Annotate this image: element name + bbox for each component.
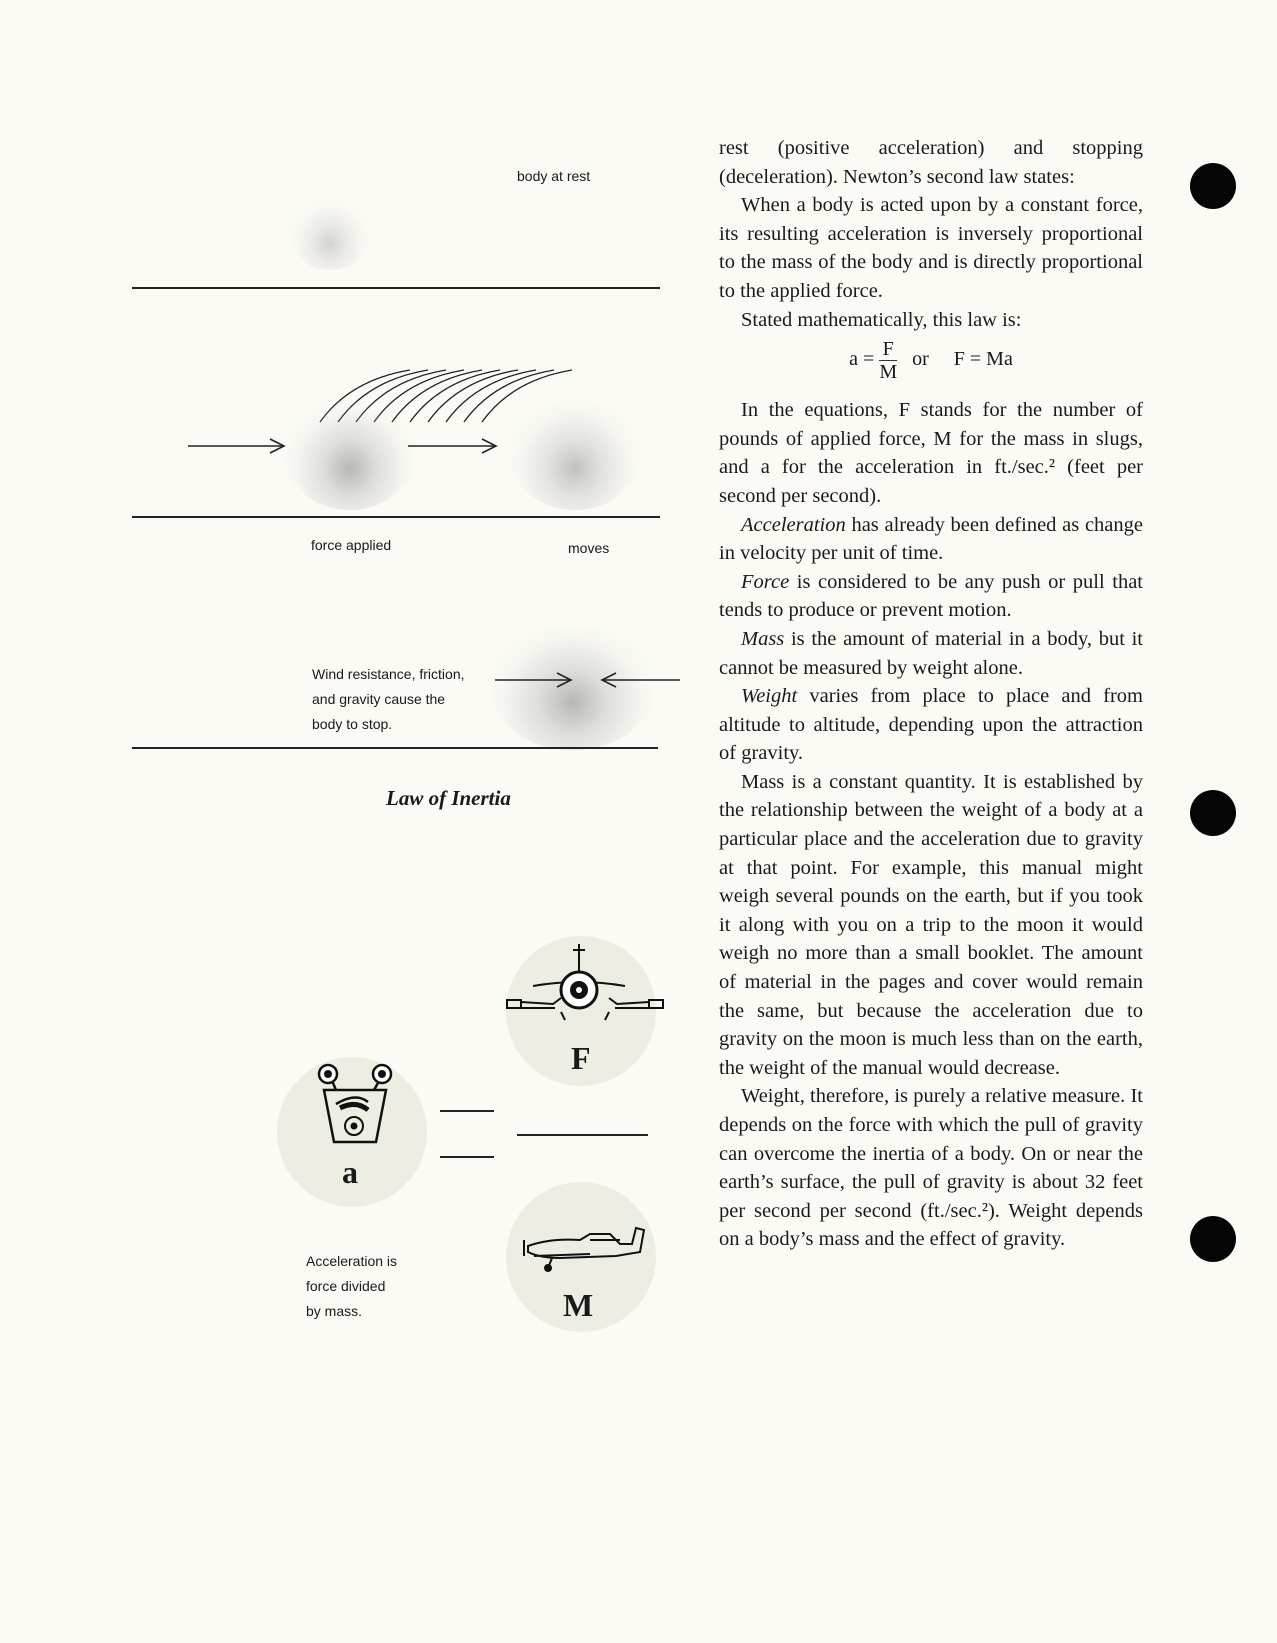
equation-lhs: a = <box>849 348 875 371</box>
term-mass: Mass <box>741 627 785 650</box>
airplane-front-icon <box>505 942 665 1022</box>
paragraph-9: Mass is a constant quantity. It is established by the relationship between the weight of a body at a particular place and the acceleration due to gravity at that point. For example, this manual might weigh several pounds on the earth, but if you took it along with you on a trip to the moon it would weigh no more than a small booklet. The amount of material in the pages and cover would remain the same, but because the acceleration due to gravity on the moon is much less than on the earth, the weight of the manual would decrease. <box>719 770 1143 1079</box>
paragraph-5-text: has already been defined as change in velocity per unit of time. <box>719 513 1143 565</box>
equals-sign-bottom <box>440 1156 494 1158</box>
equation-2: F = Ma <box>953 348 1013 371</box>
term-weight: Weight <box>741 685 798 708</box>
binder-hole-top <box>1190 163 1236 209</box>
letter-a: a <box>342 1154 358 1190</box>
paragraph-7 <box>719 625 1143 682</box>
paragraph-10: Weight, therefore, is purely a relative measure. It depends on the force with which the pull of gravity can overcome the inertia of a body. On or near the earth’s surface, the pull of gravity is about 32 feet per second per second (ft./sec.²). Weight depends on a body’s mass and the effect of gravity. <box>719 1085 1143 1251</box>
label-stop <box>312 662 465 737</box>
label-acceleration-line-1: Acceleration is <box>306 1253 398 1269</box>
paragraph-7-text: is the amount of material in a body, but it cannot be measured by weight alone. <box>719 627 1143 679</box>
label-body-at-rest: body at rest <box>517 168 591 184</box>
equation-or: or <box>912 348 929 371</box>
letter-f: F <box>571 1040 591 1076</box>
label-stop-line-2: and gravity cause the <box>312 691 446 707</box>
moves-arrow-icon <box>408 436 500 456</box>
label-acceleration <box>306 1249 397 1324</box>
term-acceleration: Acceleration <box>741 513 846 536</box>
paragraph-2: When a body is acted upon by a constant force, its resulting acceleration is inversely proportional to the mass of the body and is directly proportional to the applied force. <box>719 194 1143 302</box>
equation-denominator: M <box>879 361 898 384</box>
letter-m: M <box>563 1287 594 1323</box>
equals-sign-top <box>440 1110 494 1112</box>
equation <box>719 338 1143 386</box>
label-acceleration-line-3: by mass. <box>306 1303 363 1319</box>
fraction-bar <box>517 1134 648 1136</box>
equation-fraction <box>879 338 897 383</box>
label-acceleration-line-2: force divided <box>306 1278 386 1294</box>
body-text <box>719 134 1143 1254</box>
paragraph-4: In the equations, F stands for the number of pounds of applied force, M for the mass in slugs, and a for the acceleration in ft./sec.² (feet per second per second). <box>719 399 1143 507</box>
force-arrow-icon <box>188 436 288 456</box>
label-moves: moves <box>568 540 610 556</box>
paragraph-3: Stated mathematically, this law is: <box>741 308 1022 331</box>
paragraph-6-text: is considered to be any push or pull that tends to produce or prevent motion. <box>719 570 1143 622</box>
ground-line-2 <box>132 516 660 518</box>
throttle-icon <box>316 1062 394 1148</box>
label-force-applied: force applied <box>311 537 392 553</box>
label-stop-line-1: Wind resistance, friction, <box>312 666 465 682</box>
ground-line-3 <box>132 747 658 749</box>
paragraph-6 <box>719 568 1143 625</box>
body-blob-force <box>285 400 415 510</box>
term-force: Force <box>741 570 790 593</box>
figure-caption: Law of Inertia <box>386 786 511 810</box>
resistance-arrow-left-icon <box>598 670 680 690</box>
paragraph-5 <box>719 511 1143 568</box>
body-at-rest-blob <box>290 200 370 270</box>
binder-hole-middle <box>1190 790 1236 836</box>
airplane-side-icon <box>520 1222 645 1274</box>
paragraph-8 <box>719 682 1143 768</box>
equation-numerator: F <box>879 338 897 361</box>
resistance-arrow-right-icon <box>495 670 575 690</box>
paragraph-1: rest (positive acceleration) and stopping (deceleration). Newton’s second law states: <box>719 137 1143 188</box>
binder-hole-bottom <box>1190 1216 1236 1262</box>
body-blob-moves <box>510 400 640 510</box>
label-stop-line-3: body to stop. <box>312 716 393 732</box>
paragraph-8-text: varies from place to place and from altitude to altitude, depending upon the attraction of gravity. <box>719 685 1143 765</box>
ground-line-1 <box>132 287 660 289</box>
